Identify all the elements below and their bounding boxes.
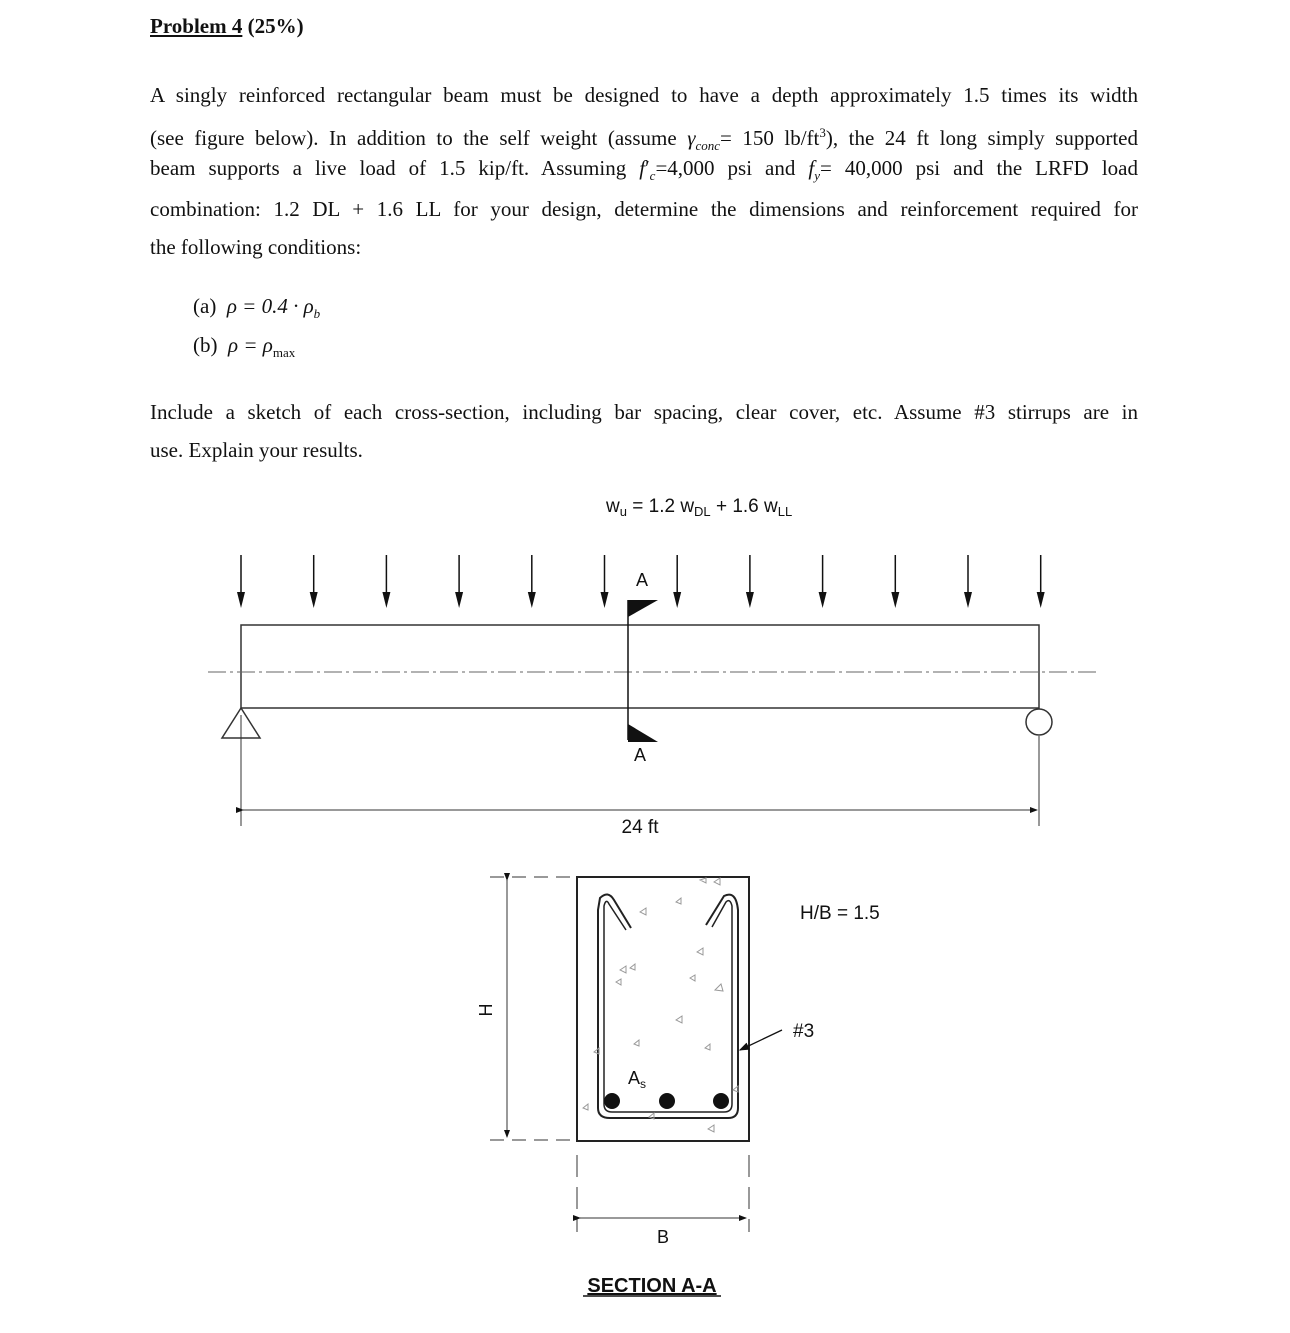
section-title: SECTION A-A: [587, 1275, 717, 1297]
text: (see figure below). In addition to the self weight (assume: [150, 126, 688, 150]
ratio-label: H/B = 1.5: [800, 903, 880, 924]
steel-area-label: $A_s$: [628, 1068, 647, 1091]
gamma-symbol: γ: [687, 126, 696, 150]
instruction-line-1: Include a sketch of each cross-section, including bar spacing, clear cover, etc. Assume #3 stirrups are in: [150, 400, 1138, 424]
stirrup-label: #3: [793, 1021, 815, 1042]
fy-sub: y: [814, 168, 821, 184]
gamma-sub: conc: [695, 138, 721, 154]
problem-label: Problem 4: [150, 14, 243, 38]
beam-elevation: [241, 625, 1039, 708]
condition-label: (b): [193, 333, 218, 357]
fy-symbol: f: [808, 156, 815, 180]
load-arrow-head: [382, 592, 390, 608]
rebar: [713, 1093, 729, 1109]
rebar: [604, 1093, 620, 1109]
text: beam supports a live load of 1.5 kip/ft. Assuming: [150, 156, 640, 180]
condition-label: (a): [193, 294, 217, 318]
height-label: H: [476, 1003, 496, 1017]
text: = 150 lb/ft: [720, 126, 820, 150]
load-arrow-head: [964, 592, 972, 608]
section-flag-top: [628, 600, 658, 617]
fc-sub: c: [649, 168, 656, 184]
load-arrow-head: [673, 592, 681, 608]
roller-support-icon: [1026, 709, 1052, 735]
problem-line-4: combination: 1.2 DL + 1.6 LL for your design, determine the dimensions and reinforcement required for: [150, 197, 1138, 221]
section-flag-bottom: [628, 724, 658, 742]
condition-expr: ρ = 0.4 · ρ: [226, 294, 314, 318]
width-label: B: [656, 1227, 670, 1247]
prime: ′: [645, 156, 650, 180]
problem-weight: (25%): [242, 14, 304, 38]
condition-sub: max: [272, 345, 296, 361]
load-arrow-head: [310, 592, 318, 608]
sup: 3: [819, 125, 826, 140]
section-mark-bottom: A: [634, 745, 647, 765]
load-arrow-head: [1037, 592, 1045, 608]
condition-sub: b: [313, 306, 321, 322]
text: = 40,000 psi and the LRFD load: [820, 156, 1138, 180]
load-arrow-head: [528, 592, 536, 608]
load-arrow-head: [746, 592, 754, 608]
problem-line-5: the following conditions:: [150, 235, 362, 259]
section-mark-top: A: [636, 570, 649, 590]
load-arrow-head: [819, 592, 827, 608]
problem-line-1: A singly reinforced rectangular beam must be designed to have a depth approximately 1.5 times its width: [150, 83, 1138, 107]
load-arrow-head: [455, 592, 463, 608]
fc-symbol: f: [639, 156, 646, 180]
span-label: 24 ft: [621, 817, 659, 838]
load-arrow-head: [891, 592, 899, 608]
condition-expr: ρ = ρ: [228, 333, 273, 357]
text: =4,000 psi and: [655, 156, 809, 180]
load-equation: $w_u = 1.2$ $w_{DL} + 1.6$ $w_{LL}$: [606, 496, 793, 519]
text: ), the 24 ft long simply supported: [825, 126, 1138, 150]
rebar: [659, 1093, 675, 1109]
instruction-line-2: use. Explain your results.: [150, 438, 363, 462]
load-arrow-head: [601, 592, 609, 608]
load-arrow-head: [237, 592, 245, 608]
